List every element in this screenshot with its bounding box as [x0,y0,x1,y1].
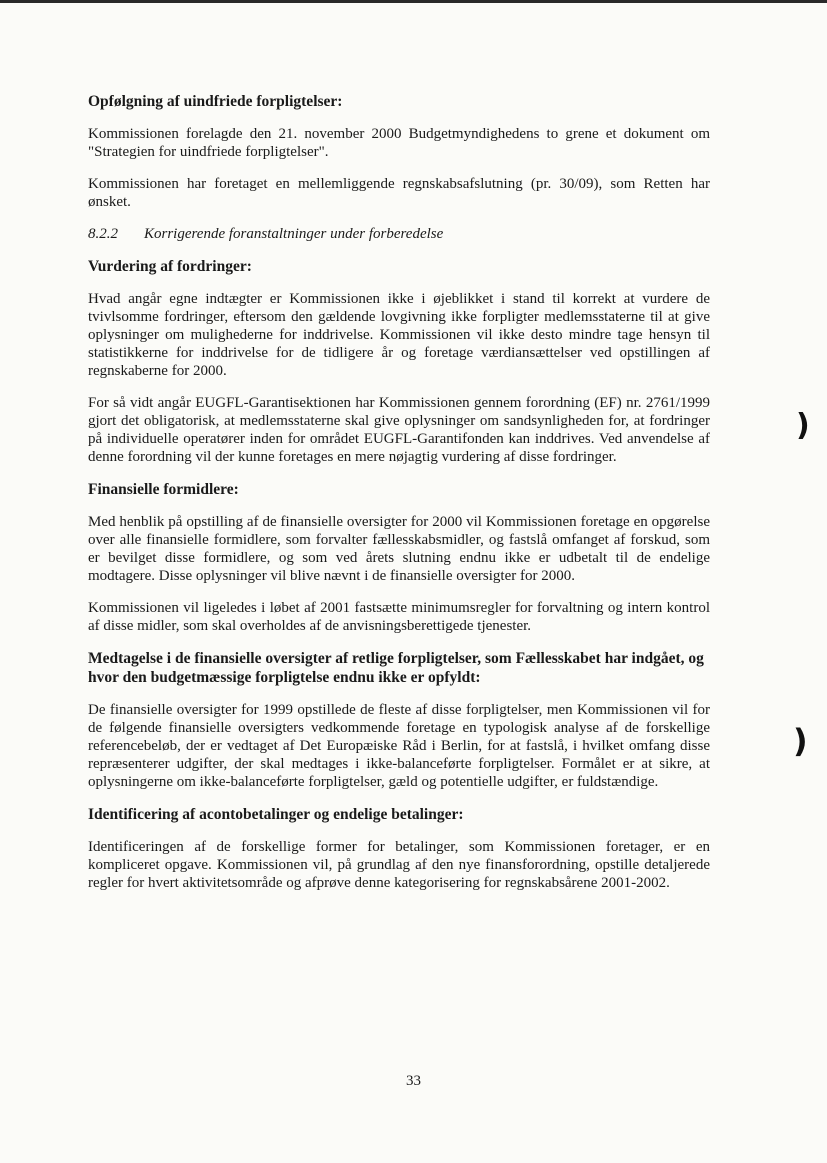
section-heading-followup: Opfølgning af uindfriede forpligtelser: [88,93,343,110]
paragraph: For så vidt angår EUGFL-Garantisektionen har Kommissionen gennem forordning (EF) nr. 2761/1999 gjort det obligatorisk, at medlemsstaterne skal give oplysninger om sandsynligheden for, at fordringer på individuelle operatører inden for området EUGFL-Garantifonden kan inddrives. Ved anvendelse af denne forordning vil der kunne foretages en mere nøjagtig vurdering af disse fordringer. [88,395,710,465]
paragraph: Med henblik på opstilling af de finansielle oversigter for 2000 vil Kommissionen foretage en opgørelse over alle finansielle formidlere, som forvalter fællesskabsmidler, og fastslå omfanget af forskud, som er bevilget disse formidlere, og som ved årets slutning endnu ikke er udbetalt til de endelige modtagere. Disse oplysninger vil blive nævnt i de finansielle oversigter for 2000. [88,514,710,584]
section-heading-intermediaries: Finansielle formidlere: [88,481,239,498]
hole-punch-mark: ) [796,408,810,443]
subsection-number: 8.2.2 [88,226,118,242]
document-body [88,92,710,906]
subsection-title-text: Korrigerende foranstaltninger under forberedelse [144,226,444,242]
hole-punch-mark: ) [793,722,808,760]
paragraph: Kommissionen har foretaget en mellemliggende regnskabsafslutning (pr. 30/09), som Retten har ønsket. [88,176,710,210]
paragraph: Hvad angår egne indtægter er Kommissionen ikke i øjeblikket i stand til korrekt at vurdere de tvivlsomme fordringer, eftersom den gældende lovgivning ikke forpligter medlemsstaterne til at give oplysninger om mulighederne for inddrivelse. Kommissionen vil ikke desto mindre tage hensyn til statistikkerne for inddrivelse for de tidligere år og foretage værdiansættelser ved opstillingen af regnskaberne for 2000. [88,291,710,379]
section-heading-payments: Identificering af acontobetalinger og endelige betalinger: [88,806,464,823]
paragraph: Identificeringen af de forskellige former for betalinger, som Kommissionen foretager, er en kompliceret opgave. Kommissionen vil, på grundlag af den nye finansforordning, opstille detaljerede regler for hvert aktivitetsområde og afprøve denne kategorisering for regnskabsårene 2001-2002. [88,839,710,891]
top-border-line [0,0,827,3]
section-heading-legal-commitments: Medtagelse i de finansielle oversigter af retlige forpligtelser, som Fællesskabet har indgået, og hvor den budgetmæssige forpligtelse endnu ikke er opfyldt: [88,650,704,686]
section-heading-receivables: Vurdering af fordringer: [88,258,252,275]
paragraph: De finansielle oversigter for 1999 opstillede de fleste af disse forpligtelser, men Kommissionen vil for de følgende finansielle oversigters vedkommende foretage en typologisk analyse af de forskellige referencebeløb, der er vedtaget af Det Europæiske Råd i Berlin, for at fastslå, i hvilket omfang disse repræsenterer udgifter, der skal medtages i ikke-balanceførte forpligtelser. Formålet er at sikre, at oplysningerne om ikke-balanceførte forpligtelser, gæld og potentielle udgifter, er fuldstændige. [88,702,710,790]
page-number: 33 [406,1073,421,1089]
paragraph: Kommissionen vil ligeledes i løbet af 2001 fastsætte minimumsregler for forvaltning og intern kontrol af disse midler, som skal overholdes af de anvisningsberettigede tjenester. [88,600,710,634]
subsection-title [88,225,710,243]
paragraph: Kommissionen forelagde den 21. november 2000 Budgetmyndighedens to grene et dokument om "Strategien for uindfriede forpligtelser". [88,126,710,160]
